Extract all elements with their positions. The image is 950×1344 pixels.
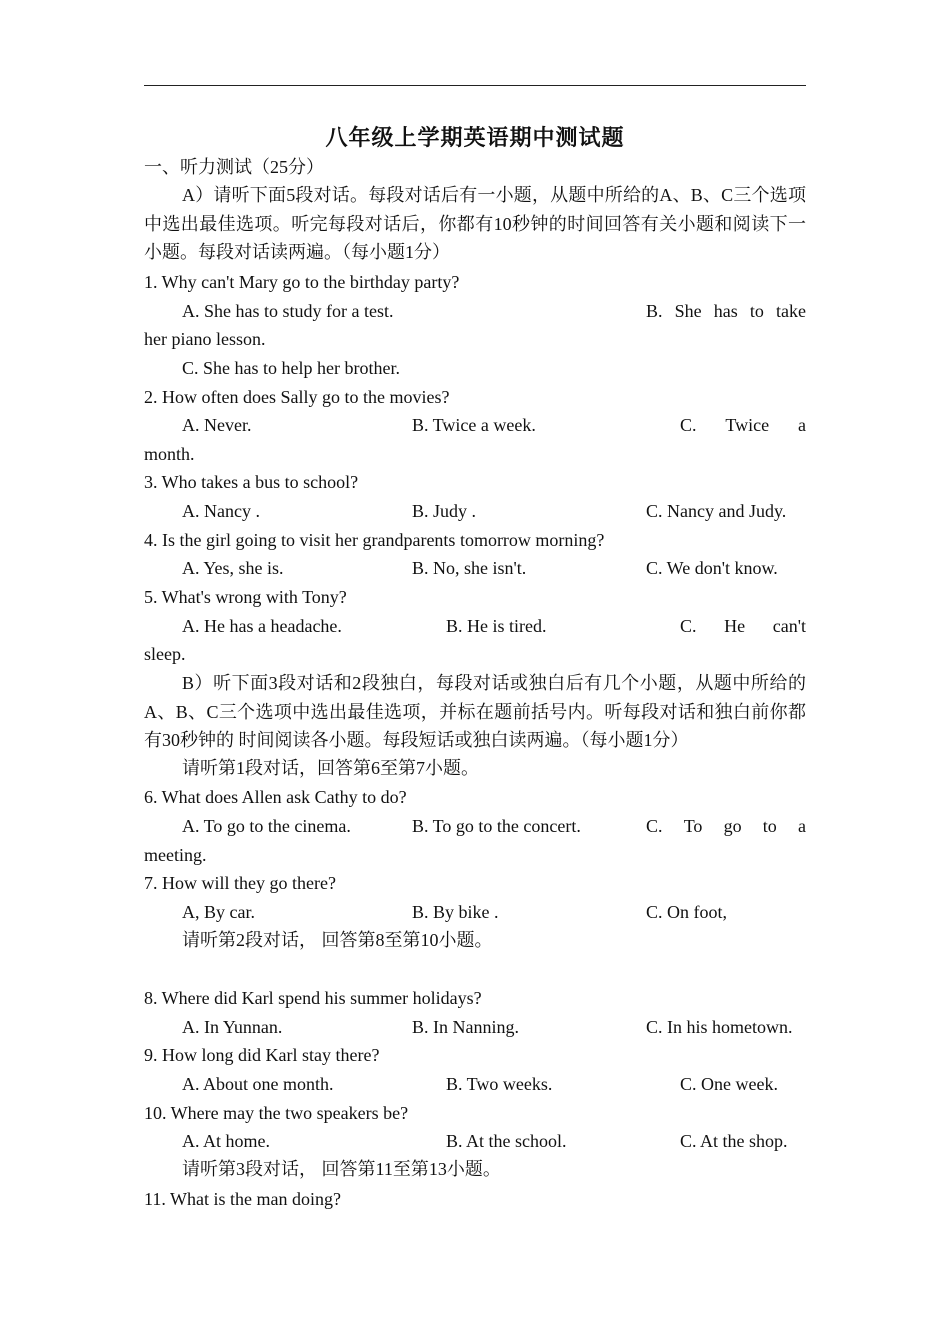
q5-option-b: B. He is tired. (446, 616, 547, 636)
q3-option-b: B. Judy . (412, 501, 477, 521)
q1-option-a: A. She has to study for a test. (182, 301, 394, 321)
q4-option-b: B. No, she isn't. (412, 558, 527, 578)
q2-option-c-cont: month. (144, 444, 195, 464)
q8-option-b: B. In Nanning. (412, 1017, 519, 1037)
q6-option-a: A. To go to the cinema. (182, 816, 351, 836)
dialog-3-note: 请听第3段对话， 回答第11至第13小题。 (182, 1159, 501, 1179)
q10-option-a: A. At home. (182, 1131, 270, 1151)
q9-option-b: B. Two weeks. (446, 1074, 553, 1094)
q8-option-a: A. In Yunnan. (182, 1017, 283, 1037)
question-8: 8. Where did Karl spend his summer holidays? (144, 988, 482, 1008)
q7-option-c: C. On foot, (646, 902, 727, 922)
q4-option-a: A. Yes, she is. (182, 558, 284, 578)
q4-option-c: C. We don't know. (646, 558, 778, 578)
question-5: 5. What's wrong with Tony? (144, 587, 347, 607)
q5-option-a: A. He has a headache. (182, 616, 342, 636)
dialog-1-note: 请听第1段对话，回答第6至第7小题。 (182, 758, 479, 778)
header-rule (144, 85, 806, 86)
q9-option-c: C. One week. (680, 1074, 778, 1094)
question-10: 10. Where may the two speakers be? (144, 1103, 409, 1123)
question-1: 1. Why can't Mary go to the birthday party? (144, 272, 460, 292)
question-7: 7. How will they go there? (144, 873, 336, 893)
question-4: 4. Is the girl going to visit her grandparents tomorrow morning? (144, 530, 605, 550)
q8-option-c: C. In his hometown. (646, 1017, 793, 1037)
question-11: 11. What is the man doing? (144, 1189, 341, 1209)
q5-option-c-cont: sleep. (144, 644, 186, 664)
part-a-instructions: A）请听下面5段对话。每段对话后有一小题，从题中所给的A、B、C三个选项中选出最佳选项。听完每段对话后，你都有10秒钟的时间回答有关小题和阅读下一小题。每段对话读两遍。（每小题1分） (144, 185, 806, 263)
q2-option-a: A. Never. (182, 415, 252, 435)
q1-option-c: C. She has to help her brother. (182, 358, 400, 378)
q9-option-a: A. About one month. (182, 1074, 334, 1094)
question-3: 3. Who takes a bus to school? (144, 472, 359, 492)
q6-option-c-cont: meeting. (144, 845, 207, 865)
q10-option-c: C. At the shop. (680, 1131, 788, 1151)
page-title: 八年级上学期英语期中测试题 (325, 125, 625, 150)
q1-option-b: B. She has to take (646, 301, 806, 321)
q7-option-a: A, By car. (182, 902, 255, 922)
q10-option-b: B. At the school. (446, 1131, 567, 1151)
q3-option-c: C. Nancy and Judy. (646, 501, 787, 521)
q5-option-c: C. He can't (680, 616, 806, 636)
part-b-instructions: B）听下面3段对话和2段独白，每段对话或独白后有几个小题，从题中所给的A、B、C三个选项中选出最佳选项，并标在题前括号内。听每段对话和独白前你都有30秒钟的 时间阅读各小题。每段短话或独白读两遍。（每小题1分） (144, 673, 806, 751)
dialog-2-note: 请听第2段对话， 回答第8至第10小题。 (182, 930, 493, 950)
question-6: 6. What does Allen ask Cathy to do? (144, 787, 407, 807)
question-9: 9. How long did Karl stay there? (144, 1045, 380, 1065)
q2-option-c: C. Twice a (680, 415, 806, 435)
q7-option-b: B. By bike . (412, 902, 499, 922)
q2-option-b: B. Twice a week. (412, 415, 536, 435)
question-2: 2. How often does Sally go to the movies? (144, 387, 450, 407)
q6-option-c: C. To go to a (646, 816, 806, 836)
section-heading: 一、听力测试（25分） (144, 157, 324, 177)
q1-option-b-cont: her piano lesson. (144, 329, 266, 349)
q6-option-b: B. To go to the concert. (412, 816, 581, 836)
q3-option-a: A. Nancy . (182, 501, 260, 521)
